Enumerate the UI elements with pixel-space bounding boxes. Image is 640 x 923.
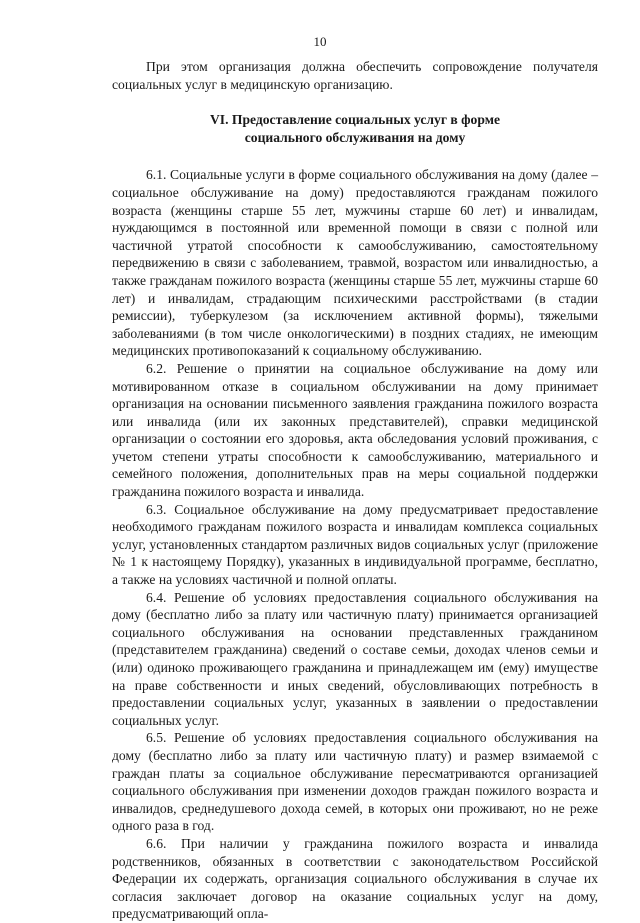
section-heading [112, 111, 598, 146]
intro-paragraph: При этом организация должна обеспечить сопровождение получателя социальных услуг в медицинскую организацию. [112, 59, 598, 92]
document-body [112, 58, 598, 923]
paragraph-6-1: 6.1. Социальные услуги в форме социального обслуживания на дому (далее – социальное обслуживание на дому) предоставляются гражданам пожилого возраста (женщины старше 55 лет, мужчины старше 60 лет) и инвалидам, нуждающимся в постоянной или временной помощи в связи с полной или частичной утратой способности к самообслуживанию, самостоятельному передвижению в связи с заболеванием, травмой, возрастом или инвалидностью, а также гражданам пожилого возраста (женщины старше 55 лет, мужчины старше 60 лет) и инвалидам, страдающим психическими расстройствами (в стадии ремиссии), туберкулезом (за исключением активной формы), тяжелыми заболеваниями (в том числе онкологическими) в поздних стадиях, не имеющим медицинских противопоказаний к социальному обслуживанию. [112, 167, 598, 359]
paragraph-6-4: 6.4. Решение об условиях предоставления социального обслуживания на дому (бесплатно либо за плату или частичную плату) принимается организацией социального обслуживания на основании представленных гражданином (представителем гражданина) сведений о составе семьи, доходах членов семьи и (или) одиноко проживающего гражданина и принадлежащем им (ему) имуществе на праве собственности и иных сведений, обусловливающих потребность в предоставлении социальных услуг, указанных в заявлении о предоставлении социальных услуг. [112, 589, 598, 728]
paragraph-6-2: 6.2. Решение о принятии на социальное обслуживание на дому или мотивированном отказе в социальном обслуживании на дому принимает организация на основании письменного заявления гражданина пожилого возраста или инвалида (или их законных представителей), справки медицинской организации о состоянии его здоровья, акта обследования условий проживания, с учетом степени утраты способности к самообслуживанию, материального и семейного положения, дополнительных прав на меры социальной поддержки гражданина пожилого возраста и инвалида. [112, 360, 598, 500]
paragraph-6-6: 6.6. При наличии у гражданина пожилого возраста и инвалида родственников, обязанных в соответствии с законодательством Российской Федерации их содержать, организация социального обслуживания в случае их согласия заключает договор на оказание социальных услуг на дому, предусматривающий опла- [112, 835, 598, 922]
paragraph-6-3: 6.3. Социальное обслуживание на дому предусматривает предоставление необходимого гражданам пожилого возраста и инвалидам комплекса социальных услуг, установленных стандартом различных видов социальных услуг (приложение № 1 к настоящему Порядку), указанных в индивидуальной программе, бесплатно, а также на условиях частичной и полной оплаты. [112, 501, 598, 588]
paragraph-6-5: 6.5. Решение об условиях предоставления социального обслуживания на дому (бесплатно либо за плату или частичную плату) и размер взимаемой с граждан платы за социальное обслуживание пересматриваются организацией социального обслуживания при изменении доходов граждан пожилого возраста и инвалидов, среднедушевого дохода семей, в которых они проживают, но не реже одного раза в год. [112, 730, 598, 834]
section-heading-line-2: социального обслуживания на дому [244, 129, 466, 145]
page-number: 10 [313, 34, 327, 49]
section-heading-line-1: VI. Предоставление социальных услуг в форме [209, 112, 501, 128]
